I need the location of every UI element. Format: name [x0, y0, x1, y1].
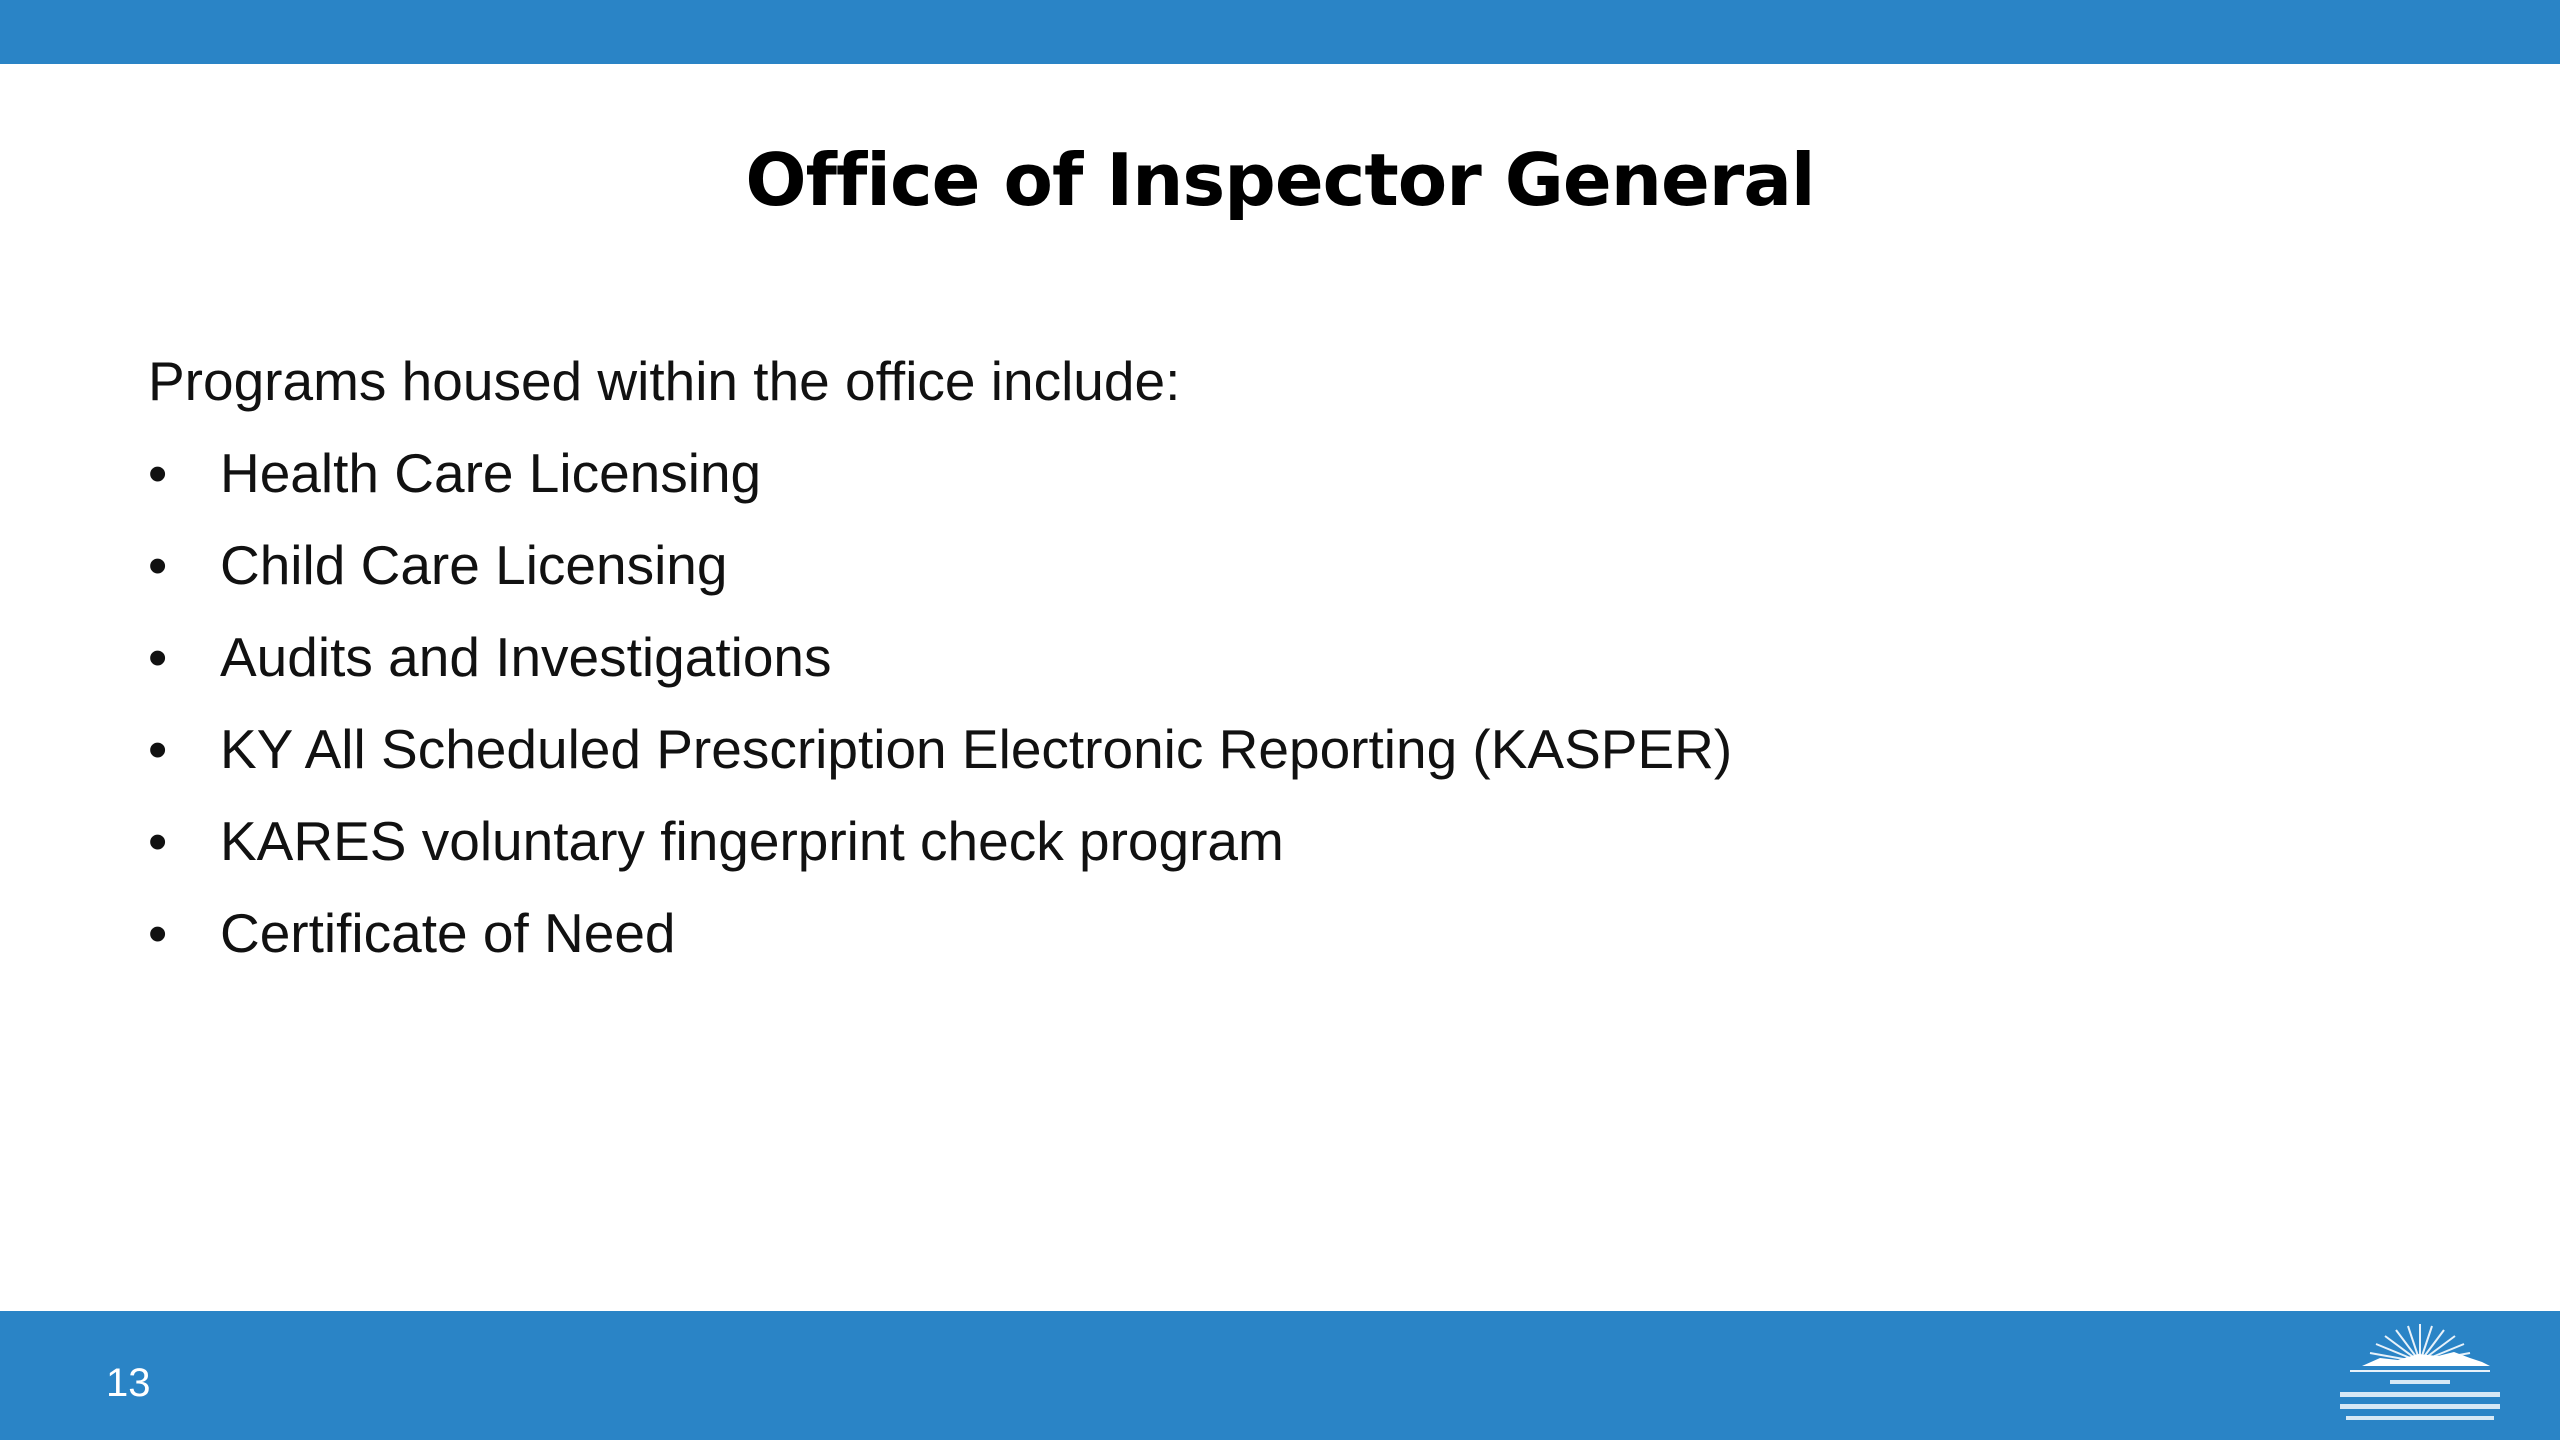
bullet-icon: •	[148, 442, 168, 504]
list-item	[148, 529, 2348, 601]
top-accent-band	[0, 0, 2560, 64]
list-item	[148, 437, 2348, 509]
list-item	[148, 805, 2348, 877]
list-item-label: Health Care Licensing	[220, 442, 762, 504]
list-item-label: Audits and Investigations	[220, 626, 832, 688]
list-item-label: KY All Scheduled Prescription Electronic Reporting (KASPER)	[220, 718, 1733, 780]
list-item-label: Certificate of Need	[220, 902, 676, 964]
list-item	[148, 713, 2348, 785]
bullet-icon: •	[148, 626, 168, 688]
bullet-icon: •	[148, 718, 168, 780]
list-item	[148, 621, 2348, 693]
slide-title: Office of Inspector General	[745, 138, 1815, 222]
list-item	[148, 897, 2348, 969]
intro-text: Programs housed within the office include:	[148, 350, 1181, 412]
bullet-icon: •	[148, 810, 168, 872]
slide-number: 13	[106, 1361, 151, 1405]
program-list	[148, 437, 2348, 969]
kentucky-cabinet-seal-icon	[2320, 1318, 2520, 1432]
list-item-label: KARES voluntary fingerprint check program	[220, 810, 1284, 872]
bullet-icon: •	[148, 902, 168, 964]
bullet-icon: •	[148, 534, 168, 596]
slide-body	[148, 345, 2348, 989]
list-item-label: Child Care Licensing	[220, 534, 728, 596]
bottom-accent-band	[0, 1311, 2560, 1440]
